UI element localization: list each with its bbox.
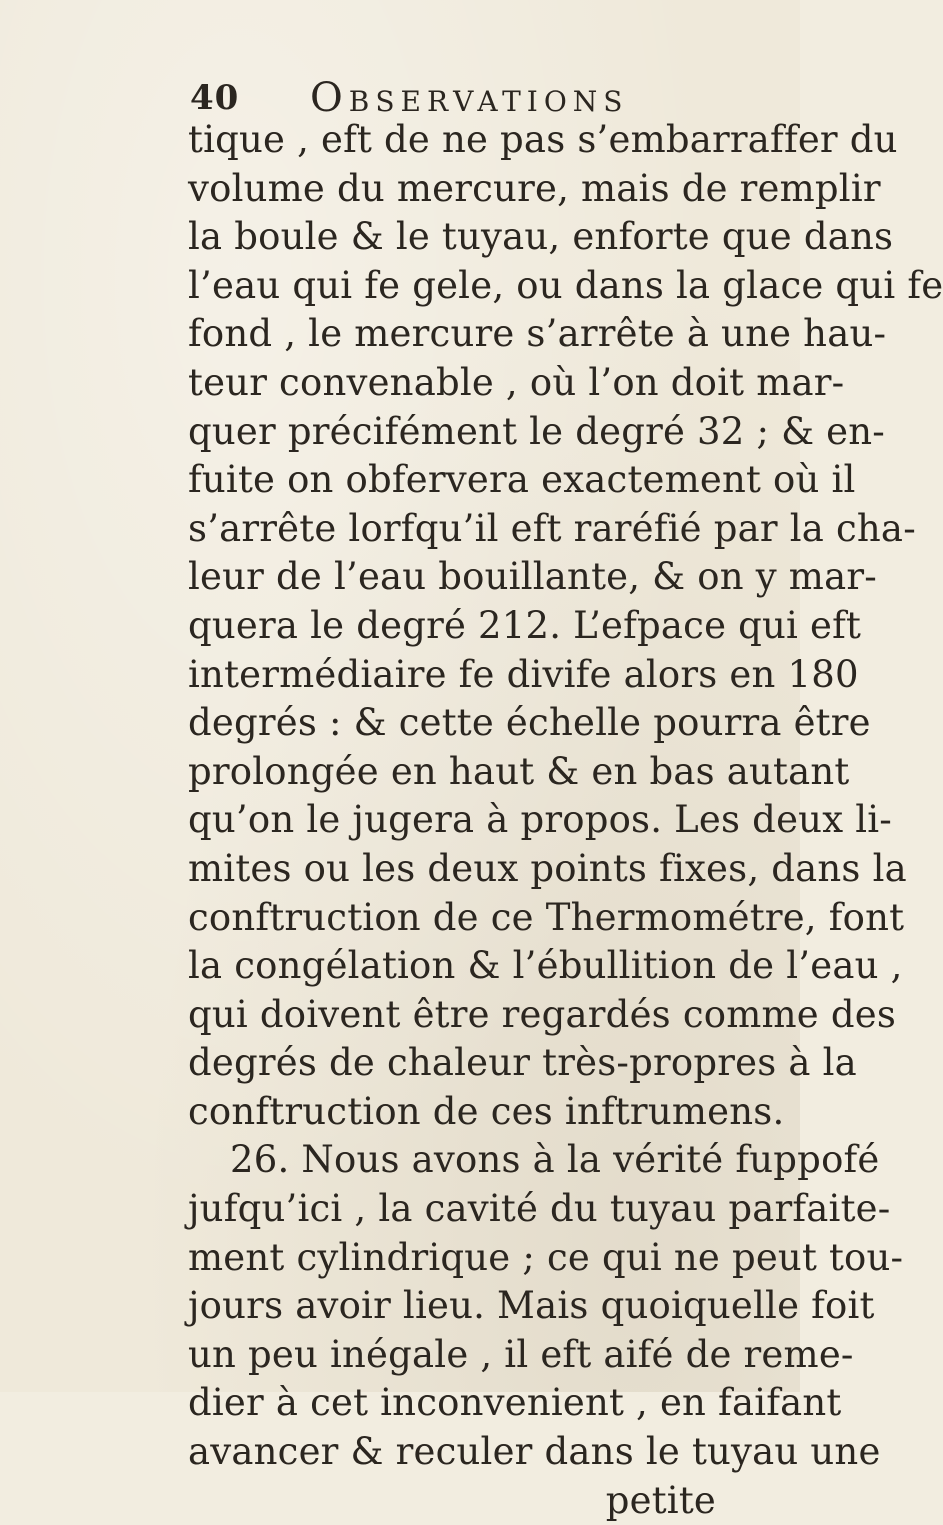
- text-line: ment cylindrique ; ce qui ne peut tou-: [188, 1235, 904, 1279]
- text-line: degrés : & cette échelle pourra être: [188, 701, 871, 745]
- text-line: s’arrête lorfqu’il eft raréfié par la cha-: [188, 506, 916, 550]
- running-head: Observations: [310, 75, 629, 121]
- text-line: un peu inégale , il eft aifé de reme-: [188, 1332, 854, 1376]
- text-line: intermédiaire fe divife alors en 180: [188, 652, 859, 696]
- text-line: volume du mercure, mais de remplir: [188, 166, 881, 210]
- text-line: mites ou les deux points fixes, dans la: [188, 846, 907, 890]
- text-line: la boule & le tuyau, enforte que dans: [188, 215, 894, 259]
- text-line: l’eau qui fe gele, ou dans la glace qui fe: [188, 263, 943, 307]
- text-line: qui doivent être regardés comme des: [188, 992, 897, 1036]
- text-line: conftruction de ce Thermométre, font: [188, 895, 905, 939]
- page-number: 40: [190, 78, 240, 118]
- text-line: fond , le mercure s’arrête à une hau-: [188, 312, 887, 356]
- text-line: conftruction de ces inftrumens.: [188, 1089, 785, 1133]
- text-line: la congélation & l’ébullition de l’eau ,: [188, 944, 903, 988]
- text-line: dier à cet inconvenient , en faifant: [188, 1381, 842, 1425]
- text-line: tique , eft de ne pas s’embarraffer du: [188, 118, 898, 161]
- text-line: fuite on obfervera exactement où il: [188, 458, 856, 502]
- body-text: [188, 116, 943, 1525]
- paragraph-start-line: 26. Nous avons à la vérité fuppofé: [230, 1138, 880, 1182]
- text-line: quer précifément le degré 32 ; & en-: [188, 409, 886, 453]
- text-line: quera le degré 212. L’efpace qui eft: [188, 603, 862, 647]
- text-line: prolongée en haut & en bas autant: [188, 749, 850, 793]
- text-line: avancer & reculer dans le tuyau une: [188, 1430, 881, 1474]
- catchword: petite: [605, 1478, 716, 1522]
- text-line: jours avoir lieu. Mais quoiquelle foit: [188, 1284, 875, 1328]
- text-line: degrés de chaleur très-propres à la: [188, 1041, 857, 1085]
- text-line: teur convenable , où l’on doit mar-: [188, 360, 845, 404]
- text-line: qu’on le jugera à propos. Les deux li-: [188, 798, 892, 842]
- text-line: jufqu’ici , la cavité du tuyau parfaite-: [188, 1187, 891, 1231]
- text-line: leur de l’eau bouillante, & on y mar-: [188, 555, 877, 599]
